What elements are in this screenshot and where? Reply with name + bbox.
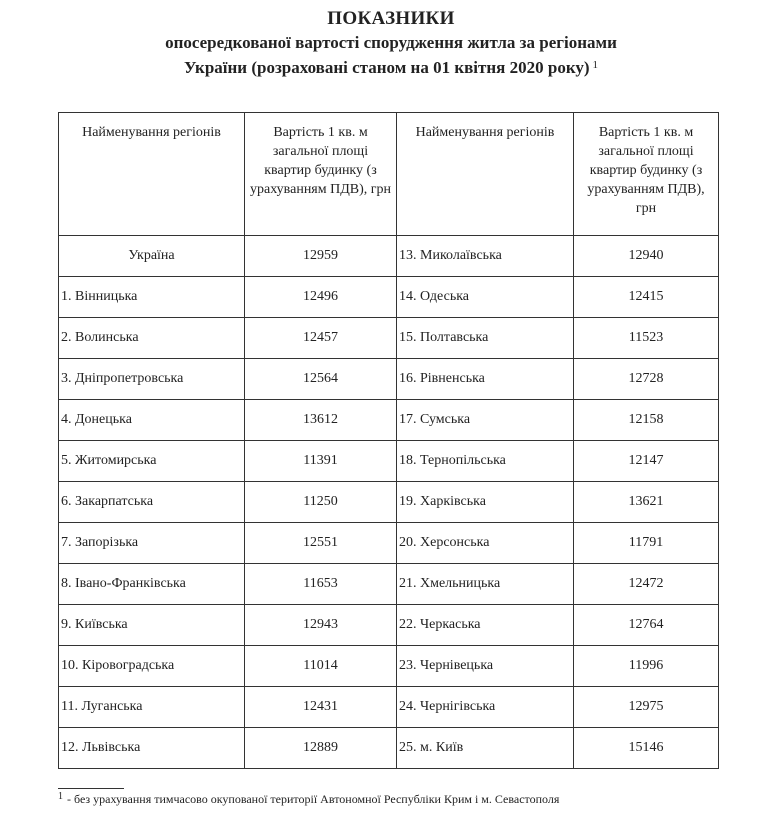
table-row	[59, 318, 719, 359]
region-name: 11. Луганська	[59, 687, 245, 728]
table-row	[59, 564, 719, 605]
region-price: 13621	[574, 482, 719, 523]
table-row	[59, 482, 719, 523]
region-name: 16. Рівненська	[397, 359, 574, 400]
region-name: 25. м. Київ	[397, 728, 574, 769]
header-region-left: Найменування регіонів	[59, 113, 245, 236]
region-price: 12728	[574, 359, 719, 400]
region-price: 12147	[574, 441, 719, 482]
region-name: 3. Дніпропетровська	[59, 359, 245, 400]
region-price: 11523	[574, 318, 719, 359]
region-price: 12975	[574, 687, 719, 728]
region-name: 9. Київська	[59, 605, 245, 646]
region-price: 12415	[574, 277, 719, 318]
region-name: 20. Херсонська	[397, 523, 574, 564]
region-name: 8. Івано-Франківська	[59, 564, 245, 605]
region-price: 12551	[245, 523, 397, 564]
region-price: 12431	[245, 687, 397, 728]
header-price-left: Вартість 1 кв. м загальної площі квартир будинку (з урахуванням ПДВ), грн	[245, 113, 397, 236]
region-price: 15146	[574, 728, 719, 769]
title-subtitle-text: України (розраховані станом на 01 квітня 2020 року)	[183, 58, 590, 77]
document-title	[0, 6, 782, 79]
region-name: 17. Сумська	[397, 400, 574, 441]
region-name: 15. Полтавська	[397, 318, 574, 359]
region-name: 23. Чернівецька	[397, 646, 574, 687]
regional-price-table	[58, 112, 719, 769]
region-price: 12457	[245, 318, 397, 359]
table-row	[59, 687, 719, 728]
header-price-right: Вартість 1 кв. м загальної площі квартир будинку (з урахуванням ПДВ), грн	[574, 113, 719, 236]
footnote-marker: 1	[58, 791, 63, 802]
region-name: 14. Одеська	[397, 277, 574, 318]
region-name: 2. Волинська	[59, 318, 245, 359]
footnote	[58, 789, 559, 807]
title-subtitle-line-2	[0, 54, 782, 79]
region-price: 11250	[245, 482, 397, 523]
region-name: 10. Кіровоградська	[59, 646, 245, 687]
region-price: 12959	[245, 236, 397, 277]
region-name: 4. Донецька	[59, 400, 245, 441]
region-name: 6. Закарпатська	[59, 482, 245, 523]
table-row	[59, 605, 719, 646]
table-row	[59, 728, 719, 769]
table-row	[59, 523, 719, 564]
region-price: 12764	[574, 605, 719, 646]
region-price: 11791	[574, 523, 719, 564]
title-subtitle-line-1: опосередкованої вартості спорудження житла за регіонами	[165, 33, 617, 52]
region-name: 13. Миколаївська	[397, 236, 574, 277]
region-name: 1. Вінницька	[59, 277, 245, 318]
region-name: 5. Житомирська	[59, 441, 245, 482]
region-price: 12158	[574, 400, 719, 441]
region-name: Україна	[59, 236, 245, 277]
table-header-row	[59, 113, 719, 236]
region-name: 21. Хмельницька	[397, 564, 574, 605]
region-price: 11014	[245, 646, 397, 687]
title-heading: ПОКАЗНИКИ	[327, 8, 455, 29]
region-price: 12472	[574, 564, 719, 605]
table-row	[59, 277, 719, 318]
region-name: 7. Запорізька	[59, 523, 245, 564]
table-row	[59, 646, 719, 687]
table-row	[59, 400, 719, 441]
table-row	[59, 441, 719, 482]
region-price: 12889	[245, 728, 397, 769]
region-price: 11996	[574, 646, 719, 687]
region-price: 13612	[245, 400, 397, 441]
table-row	[59, 359, 719, 400]
region-price: 11391	[245, 441, 397, 482]
region-name: 24. Чернігівська	[397, 687, 574, 728]
region-price: 12943	[245, 605, 397, 646]
table-row	[59, 236, 719, 277]
region-price: 11653	[245, 564, 397, 605]
region-name: 19. Харківська	[397, 482, 574, 523]
region-name: 18. Тернопільська	[397, 441, 574, 482]
region-name: 22. Черкаська	[397, 605, 574, 646]
region-price: 12564	[245, 359, 397, 400]
region-price: 12496	[245, 277, 397, 318]
header-region-right: Найменування регіонів	[397, 113, 574, 236]
title-footnote-ref: 1	[592, 59, 599, 71]
region-name: 12. Львівська	[59, 728, 245, 769]
region-price: 12940	[574, 236, 719, 277]
footnote-text: - без урахування тимчасово окупованої території Автономної Республіки Крим і м. Севастополя	[67, 792, 560, 806]
